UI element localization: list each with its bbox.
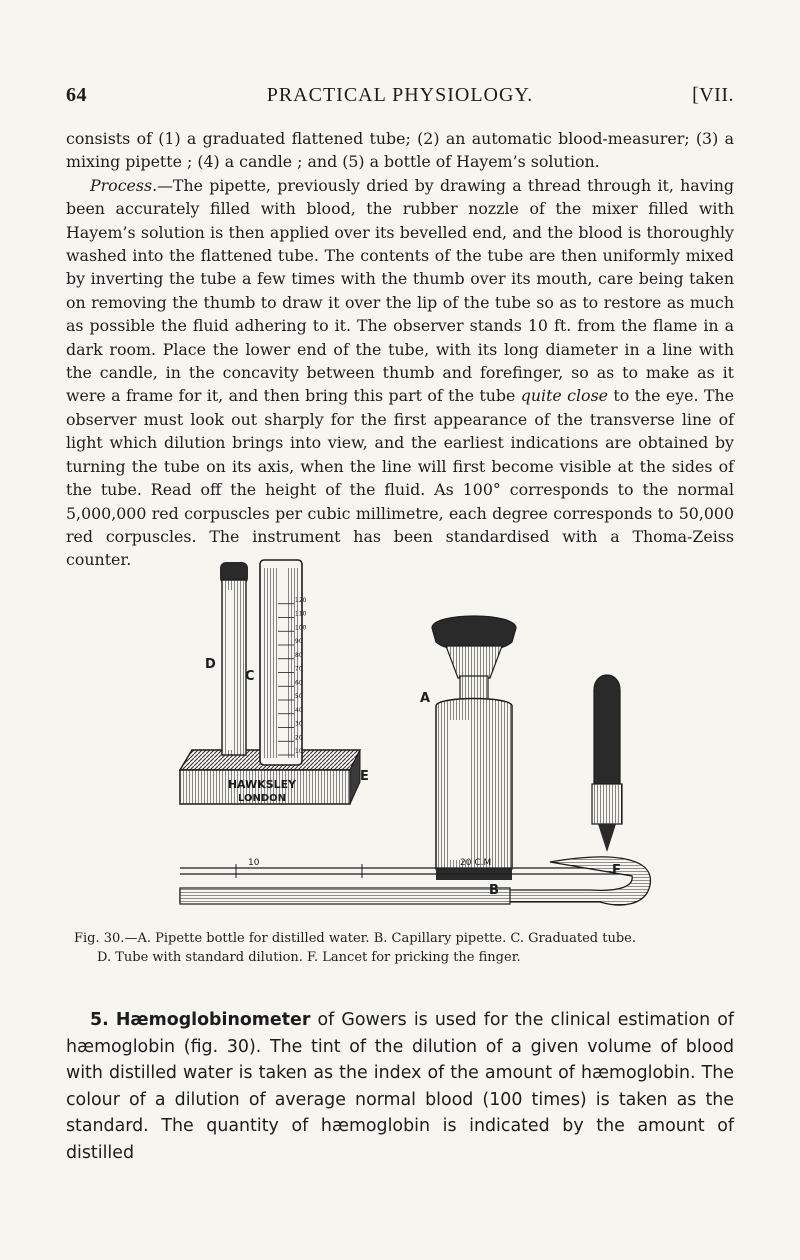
figure-caption <box>74 929 734 967</box>
scale-label: 20 <box>295 734 303 742</box>
label-d: D <box>205 657 216 672</box>
scale-label: 120 <box>295 596 307 604</box>
section-number: 5. <box>90 1010 109 1030</box>
graduated-tube-c <box>260 560 307 765</box>
process-emphasis: quite close <box>520 386 609 406</box>
label-f: F <box>612 863 621 878</box>
scale-label: 40 <box>295 706 303 714</box>
stand-maker-name: HAWKSLEY <box>227 778 297 791</box>
paragraph-process <box>66 174 734 572</box>
pipette-mark-10: 10 <box>248 858 260 868</box>
page-number: 64 <box>66 84 87 106</box>
scale-label: 80 <box>295 651 303 659</box>
scale-label: 110 <box>295 610 307 618</box>
process-text-cont: to the eye. The observer must look out sharply for the first appearance of the transverse line of light which dilution brings into view, and the earliest indications are obtained by turning the tube on its axis, when the line will first become visible at the sides of the tube. Read off the height of the fluid. As 100° corresponds to the normal 5,000,000 red corpuscles per cubic millimetre, each degree corresponds to 50,000 red corpuscles. The instrument has been standardised with a Thoma-Zeiss counter. <box>66 386 734 570</box>
pipette-bottle-a <box>432 616 516 880</box>
process-label: Process. <box>90 175 158 195</box>
process-text: —The pipette, previously dried by drawing a thread through it, having been accurately filled with blood, the rubber nozzle of the mixer filled with Hayem’s solution is then applied over its bevelled end, and the blood is thoroughly washed into the flattened tube. The contents of the tube are then uniformly mixed by inverting the tube a few times with the thumb over its mouth, care being taken on removing the thumb to draw it over the lip of the tube so as to restore as much as possible the fluid adhering to it. The observer stands 10 ft. from the flame in a dark room. Place the lower end of the tube, with its long diameter in a line with the candle, in the concavity between thumb and forefinger, so as to make as it were a frame for it, and then bring this part of the tube <box>66 175 734 406</box>
pipette-mark-20cm: 20 C.M <box>460 858 492 868</box>
standard-tube-d <box>220 562 248 755</box>
scale-label: 10 <box>295 748 303 755</box>
main-text <box>66 127 734 572</box>
scale-label: 60 <box>295 679 303 687</box>
label-c: C <box>245 669 255 684</box>
label-e: E <box>360 769 369 784</box>
caption-line-2: D. Tube with standard dilution. F. Lancet for pricking the finger. <box>97 950 521 965</box>
label-a: A <box>420 691 431 706</box>
figure-30-illustration <box>150 550 670 915</box>
scale-label: 90 <box>295 638 303 645</box>
section-haemoglobinometer <box>66 1007 734 1166</box>
lancet-case-f <box>592 675 622 852</box>
capillary-pipette-b <box>180 857 650 905</box>
section-title: Hæmoglobinometer <box>115 1010 311 1030</box>
paragraph-equipment: consists of (1) a graduated flattened tube; (2) an automatic blood-measurer; (3) a mixing pipette ; (4) a candle ; and (5) a bottle of Hayem’s solution. <box>66 129 734 172</box>
scale-label: 70 <box>295 665 303 673</box>
scale-label: 50 <box>295 693 303 700</box>
scale-label: 100 <box>295 624 307 632</box>
section-text: of Gowers is used for the clinical estimation of hæmoglobin (fig. 30). The tint of the dilution of a given volume of blood with distilled water is taken as the index of the amount of hæmoglobin. The colour of a dilution of average normal blood (100 times) is taken as the standard. The quantity of hæmoglobin is indicated by the amount of distilled <box>66 1010 735 1163</box>
running-title: PRACTICAL PHYSIOLOGY. <box>266 84 534 106</box>
chapter-number: [VII. <box>692 84 734 106</box>
caption-line-1: Fig. 30.—A. Pipette bottle for distilled water. B. Capillary pipette. C. Graduated tube. <box>74 931 637 946</box>
section-paragraph <box>66 1007 734 1166</box>
running-header <box>66 84 734 114</box>
stand-maker-city: LONDON <box>237 793 287 804</box>
label-b: B <box>489 883 499 898</box>
scale-label: 30 <box>295 720 303 728</box>
